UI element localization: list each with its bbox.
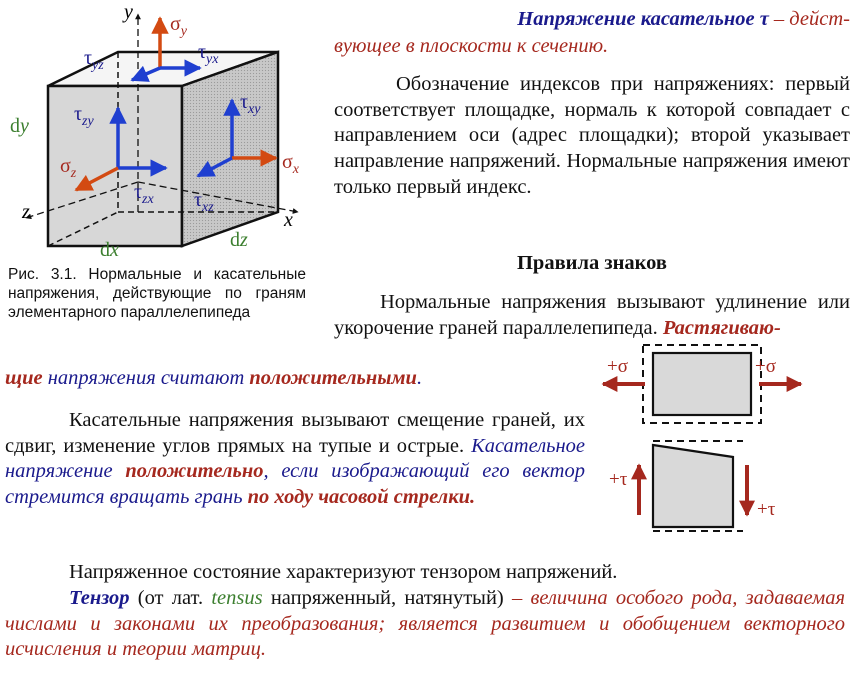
x-axis-label: x xyxy=(284,209,293,231)
plus-sigma-right: +σ xyxy=(755,356,776,377)
side-face xyxy=(182,52,278,246)
sigma-x-label: $\sigma_x$ xyxy=(282,151,299,177)
plus-tau-right: +τ xyxy=(757,499,776,520)
tangential-def-2: вующее в плоскости к сечению. xyxy=(334,35,609,57)
sign-rules-heading: Правила знаков xyxy=(516,252,667,274)
tensile-term-b: щие xyxy=(5,367,43,389)
plus-tau-left: +τ xyxy=(609,469,628,490)
shear-stress-rule xyxy=(5,408,585,510)
latin-word: tensus xyxy=(211,587,263,609)
shear-positive-term: положительно xyxy=(125,460,264,482)
sigma-y-label: $\sigma_y$ xyxy=(170,13,187,39)
sign-convention-figures xyxy=(595,335,853,545)
tangential-def-1: – дейст- xyxy=(768,8,850,30)
positive-term: положительными xyxy=(249,367,417,389)
tau-xz-label: $\tau_{xz}$ xyxy=(194,189,214,215)
tau-yz-label: $\tau_{yz}$ xyxy=(84,47,104,73)
tensor-intro: Напряженное состояние характеризуют тензором напряжений. xyxy=(69,561,618,583)
normal-stress-text-1: Нормальные напряжения вызывают удлинение или укорочение граней параллелепипеда. xyxy=(334,291,850,339)
shear-element xyxy=(653,445,733,527)
parallelepiped-figure xyxy=(0,0,330,262)
tau-zx-label: $\tau_{zx}$ xyxy=(134,181,154,207)
dim-dx-label: dx xyxy=(100,239,119,261)
tau-yx-label: $\tau_{yx}$ xyxy=(198,41,219,67)
tensor-definition: Тензор (от лат. tensus напряженный, натянутый) – величина особого рода, задаваемая числами и законами их преобразования; является развитием и обобщением векторного исчисления и теории матриц. xyxy=(5,587,845,660)
normal-stress-rule-cont: щие напряжения считают положительными. xyxy=(5,367,423,389)
z-axis-label: z xyxy=(22,201,30,223)
shear-italic-2: , если изображающий его вектор стремится вращать грань xyxy=(5,460,585,508)
tensor-term: Тензор xyxy=(69,587,130,609)
dim-dz-label: dz xyxy=(230,229,248,251)
index-paragraph: Обозначение индексов при напряжениях: первый соответствует площадке, нормаль к которой совпадает с направлением оси (адрес площадки); второй указывает направление напряжений. Нормальные напряжения имеют только первый индекс. xyxy=(334,73,850,198)
normal-stress-text-2: напряжения считают xyxy=(42,367,250,389)
tau-xy-label: $\tau_{xy}$ xyxy=(240,91,261,117)
plus-sigma-left: +σ xyxy=(607,356,628,377)
sigma-z-label: $\sigma_z$ xyxy=(60,155,77,181)
y-axis-label: y xyxy=(124,1,133,23)
shear-italic-1: Касательное напряжение xyxy=(5,434,585,482)
tangential-stress-definition xyxy=(334,6,850,60)
normal-stress-rule xyxy=(334,290,850,341)
clockwise-term: по ходу часовой стрелки. xyxy=(247,485,476,508)
tau-zy-label: $\tau_{zy}$ xyxy=(74,103,94,129)
tension-element xyxy=(653,353,751,415)
shear-text-1: Касательные напряжения вызывают смещение граней, их сдвиг, изменение углов прямых на тупые и острые. xyxy=(5,409,585,457)
tensile-term-a: Растягиваю- xyxy=(662,316,781,339)
tangential-stress-term: Напряжение касательное τ xyxy=(517,8,769,30)
dim-dy-label: dy xyxy=(10,115,29,137)
figure-caption: Рис. 3.1. Нормальные и касательные напряжения, действующие по граням элементарного параллелепипеда xyxy=(8,266,306,321)
tensor-definition-text: – величина особого рода, задаваемая числами и законами их преобразования; является развитием и обобщением векторного исчисления и теории матриц. xyxy=(5,587,845,660)
